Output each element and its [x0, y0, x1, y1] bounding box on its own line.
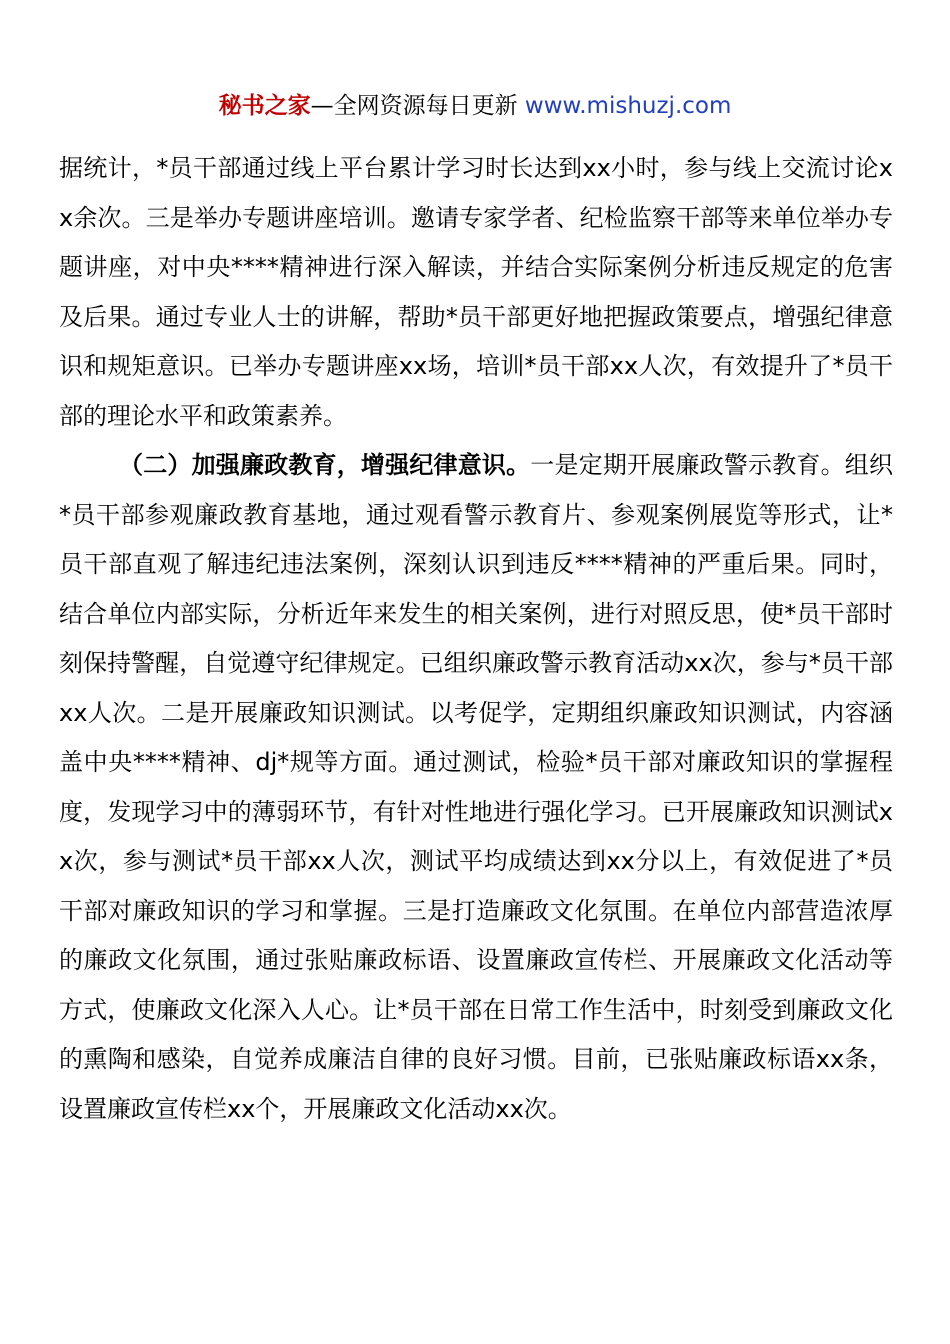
site-tagline: —全网资源每日更新 — [310, 93, 518, 119]
paragraph-continued — [59, 144, 893, 441]
paragraph-section-2 — [59, 441, 893, 1134]
document-body — [59, 144, 893, 1134]
paragraph-text: 据统计，*员干部通过线上平台累计学习时长达到xx小时，参与线上交流讨论xx余次。三是举办专题讲座培训。邀请专家学者、纪检监察干部等来单位举办专题讲座，对中央****精神进行深入解读，并结合实际案例分析违反规定的危害及后果。通过专业人士的讲解，帮助*员干部更好地把握政策要点，增强纪律意识和规矩意识。已举办专题讲座xx场，培训*员干部xx人次，有效提升了*员干部的理论水平和政策素养。 — [59, 154, 893, 430]
site-url-link[interactable]: www.mishuzj.com — [524, 93, 732, 119]
paragraph-text: 一是定期开展廉政警示教育。组织*员干部参观廉政教育基地，通过观看警示教育片、参观案例展览等形式，让*员干部直观了解违纪违法案例，深刻认识到违反****精神的严重后果。同时，结合单位内部实际，分析近年来发生的相关案例，进行对照反思，使*员干部时刻保持警醒，自觉遵守纪律规定。已组织廉政警示教育活动xx次，参与*员干部xx人次。二是开展廉政知识测试。以考促学，定期组织廉政知识测试，内容涵盖中央****精神、dj*规等方面。通过测试，检验*员干部对廉政知识的掌握程度，发现学习中的薄弱环节，有针对性地进行强化学习。已开展廉政知识测试xx次，参与测试*员干部xx人次，测试平均成绩达到xx分以上，有效促进了*员干部对廉政知识的学习和掌握。三是打造廉政文化氛围。在单位内部营造浓厚的廉政文化氛围，通过张贴廉政标语、设置廉政宣传栏、开展廉政文化活动等方式，使廉政文化深入人心。让*员干部在日常工作生活中，时刻受到廉政文化的熏陶和感染，自觉养成廉洁自律的良好习惯。目前，已张贴廉政标语xx条，设置廉政宣传栏xx个，开展廉政文化活动xx次。 — [59, 451, 894, 1123]
site-brand: 秘书之家 — [218, 93, 311, 119]
section-heading: （二）加强廉政教育，增强纪律意识。 — [119, 451, 531, 479]
page-header — [0, 86, 950, 126]
